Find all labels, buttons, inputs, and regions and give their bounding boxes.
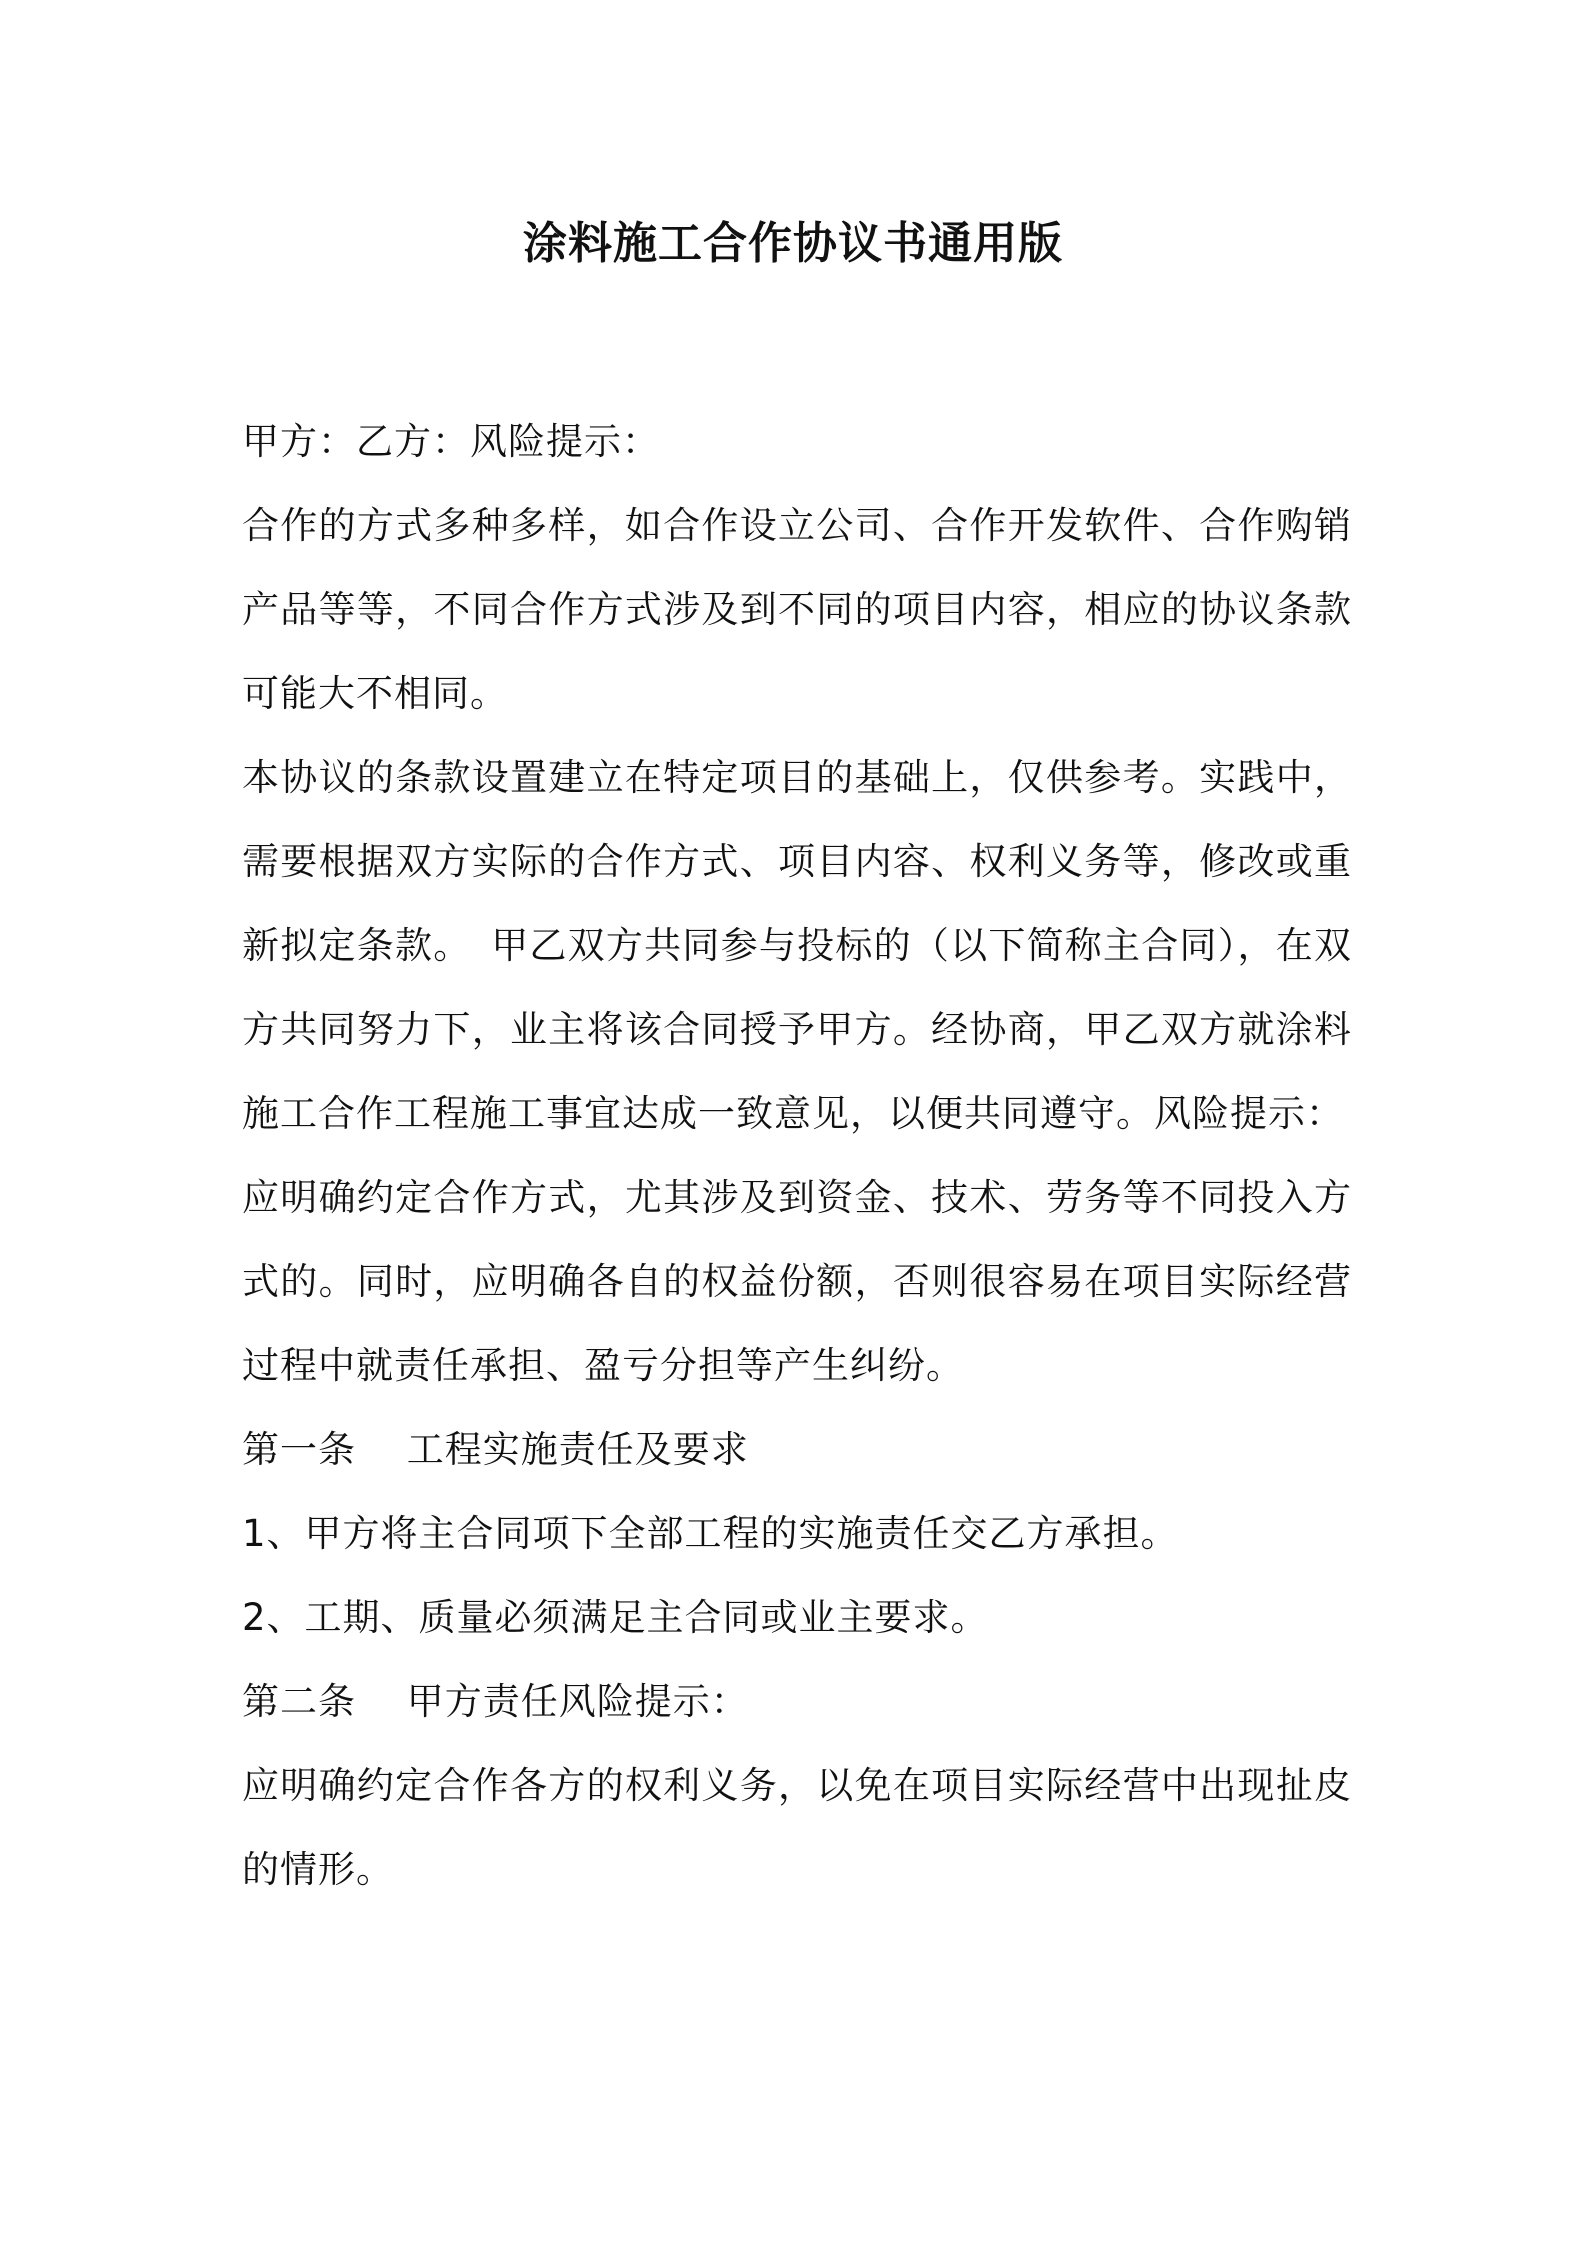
paragraph-cooperation-risk: 应明确约定合作方式，尤其涉及到资金、技术、劳务等不同投入方式的。同时，应明确各自的权益份额，否则很容易在项目实际经营过程中就责任承担、盈亏分担等产生纠纷。 bbox=[242, 1176, 1352, 1387]
article-2-heading: 第二条 甲方责任风险提示： bbox=[242, 1680, 749, 1723]
paragraph-cooperation-methods: 合作的方式多种多样，如合作设立公司、合作开发软件、合作购销产品等等，不同合作方式涉及到不同的项目内容，相应的协议条款可能大不相同。 bbox=[242, 504, 1352, 715]
article-1-item-2: 2、工期、质量必须满足主合同或业主要求。 bbox=[242, 1596, 989, 1639]
article-1-item-1: 1、甲方将主合同项下全部工程的实施责任交乙方承担。 bbox=[242, 1512, 1179, 1555]
document-body bbox=[242, 400, 1352, 1912]
paragraph-terms-reference: 本协议的条款设置建立在特定项目的基础上，仅供参考。实践中，需要根据双方实际的合作方式、项目内容、权利义务等，修改或重新拟定条款。 甲乙双方共同参与投标的（以下简称主合同），在双方共同努力下，业主将该合同授予甲方。经协商，甲乙双方就涂料施工合作工程施工事宜达成一致意见，以便共同遵守。风险提示： bbox=[242, 756, 1352, 1135]
document-title: 涂料施工合作协议书通用版 bbox=[523, 218, 1063, 269]
article-1-heading: 第一条 工程实施责任及要求 bbox=[242, 1428, 749, 1471]
party-header: 甲方：乙方：风险提示： bbox=[242, 420, 660, 463]
paragraph-rights-obligations: 应明确约定合作各方的权利义务，以免在项目实际经营中出现扯皮的情形。 bbox=[242, 1764, 1352, 1891]
